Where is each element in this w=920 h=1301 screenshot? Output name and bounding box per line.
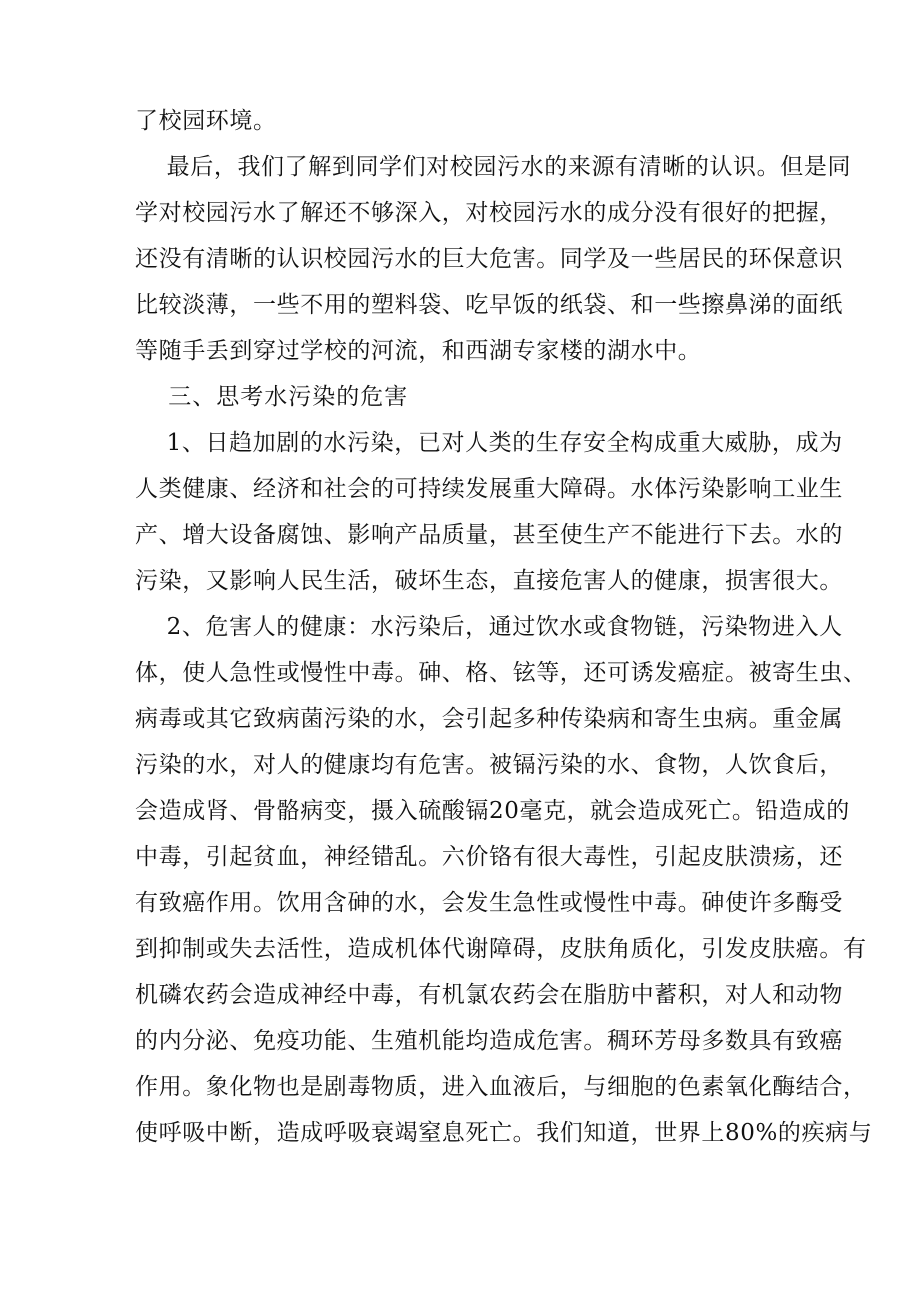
text-line: 还没有清晰的认识校园污水的巨大危害。同学及一些居民的环保意识 bbox=[135, 246, 843, 272]
text-line: 中毒，引起贫血，神经错乱。六价铬有很大毒性，引起皮肤溃疡，还 bbox=[135, 844, 843, 870]
text-line: 会造成肾、骨骼病变，摄入硫酸镉20毫克，就会造成死亡。铅造成的 bbox=[135, 798, 850, 824]
text-line: 污染，又影响人民生活，破坏生态，直接危害人的健康，损害很大。 bbox=[135, 568, 843, 594]
text-line: 有致癌作用。饮用含砷的水，会发生急性或慢性中毒。砷使许多酶受 bbox=[135, 890, 843, 916]
text-line: 比较淡薄，一些不用的塑料袋、吃早饭的纸袋、和一些擦鼻涕的面纸 bbox=[135, 292, 843, 318]
body-text bbox=[135, 98, 873, 1156]
text-line: 体，使人急性或慢性中毒。砷、格、铉等，还可诱发癌症。被寄生虫、 bbox=[135, 660, 867, 686]
text-line: 的内分泌、免疫功能、生殖机能均造成危害。稠环芳母多数具有致癌 bbox=[135, 1028, 843, 1054]
text-line: 学对校园污水了解还不够深入，对校园污水的成分没有很好的把握， bbox=[135, 200, 843, 226]
text-line: 机磷农药会造成神经中毒，有机氯农药会在脂肪中蓄积，对人和动物 bbox=[135, 982, 843, 1008]
text-line: 了校园环境。 bbox=[135, 108, 277, 134]
text-line: 最后，我们了解到同学们对校园污水的来源有清晰的认识。但是同 bbox=[135, 154, 852, 180]
text-line: 作用。象化物也是剧毒物质，进入血液后，与细胞的色素氧化酶结合， bbox=[135, 1074, 867, 1100]
text-line: 1、日趋加剧的水污染，已对人类的生存安全构成重大威胁，成为 bbox=[135, 430, 843, 456]
text-line: 人类健康、经济和社会的可持续发展重大障碍。水体污染影响工业生 bbox=[135, 476, 843, 502]
section-heading: 三、思考水污染的危害 bbox=[135, 384, 409, 410]
text-line: 产、增大设备腐蚀、影响产品质量，甚至使生产不能进行下去。水的 bbox=[135, 522, 843, 548]
text-line: 等随手丢到穿过学校的河流，和西湖专家楼的湖水中。 bbox=[135, 338, 702, 364]
text-line: 2、危害人的健康：水污染后，通过饮水或食物链，污染物进入人 bbox=[135, 614, 843, 640]
text-line: 污染的水，对人的健康均有危害。被镉污染的水、食物，人饮食后， bbox=[135, 752, 843, 778]
text-line: 病毒或其它致病菌污染的水，会引起多种传染病和寄生虫病。重金属 bbox=[135, 706, 843, 732]
text-line: 到抑制或失去活性，造成机体代谢障碍，皮肤角质化，引发皮肤癌。有 bbox=[135, 936, 867, 962]
text-line: 使呼吸中断，造成呼吸衰竭窒息死亡。我们知道，世界上80%的疾病与 bbox=[135, 1120, 873, 1146]
